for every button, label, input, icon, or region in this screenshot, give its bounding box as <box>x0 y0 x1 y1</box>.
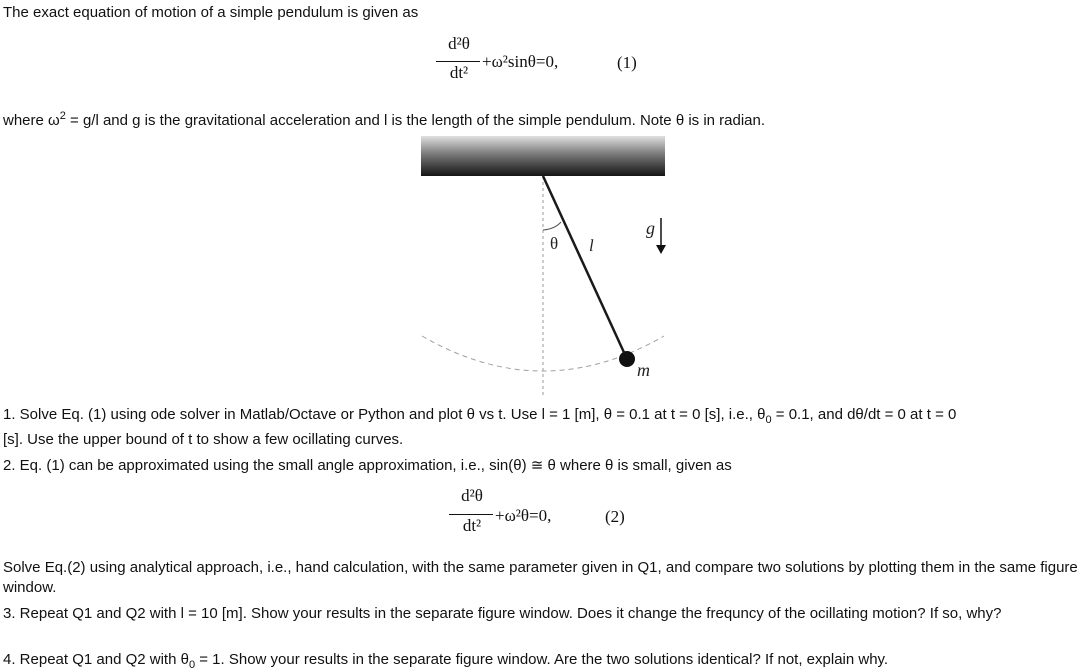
question-1-line-2: [s]. Use the upper bound of t to show a few ocillating curves. <box>3 431 404 448</box>
eq1-denominator: dt² <box>449 63 469 82</box>
pendulum-rod <box>543 176 627 359</box>
q1-part-a: 1. Solve Eq. (1) using ode solver in Matlab/Octave or Python and plot θ vs t. Use l = 1 [m], θ = 0.1 at t = 0 [s], i.e., θ <box>3 406 766 423</box>
eq2-number: (2) <box>605 507 625 526</box>
where-text <box>3 112 765 130</box>
where-part-1: where ω <box>3 112 60 129</box>
pendulum-bob <box>619 351 635 367</box>
q1-theta-subscript: 0 <box>765 414 772 426</box>
eq2-numerator: d²θ <box>461 486 483 505</box>
where-part-2: = g/l and g is the gravitational acceleration and l is the length of the simple pendulum. Note θ is in radian. <box>65 112 766 129</box>
length-label: l <box>589 236 594 255</box>
mass-label: m <box>637 360 650 380</box>
solve-eq2-text: Solve Eq.(2) using analytical approach, i.e., hand calculation, with the same parameter given in Q1, and compare two solutions by plotting them in the same figure window. <box>3 559 1078 596</box>
gravity-label: g <box>646 218 655 238</box>
theta-angle-arc <box>543 222 561 230</box>
question-1-line-1 <box>3 406 956 424</box>
pendulum-figure <box>400 136 690 402</box>
q4-part-a: 4. Repeat Q1 and Q2 with θ <box>3 651 189 668</box>
question-4-text <box>3 651 888 669</box>
eq1-fraction-bar <box>436 61 480 62</box>
eq1-numerator: d²θ <box>448 34 470 53</box>
intro-text: The exact equation of motion of a simple pendulum is given as <box>3 4 419 21</box>
eq2-rest: +ω²θ=0, <box>495 506 552 525</box>
ceiling-support <box>421 136 665 176</box>
eq2-denominator: dt² <box>462 516 482 535</box>
eq1-number: (1) <box>617 53 637 72</box>
question-3-text: 3. Repeat Q1 and Q2 with l = 10 [m]. Show your results in the separate figure window. Does it change the frequncy of the ocillating motion? If so, why? <box>3 605 1002 622</box>
where-omega-exponent: 2 <box>59 110 66 122</box>
question-2-text: 2. Eq. (1) can be approximated using the small angle approximation, i.e., sin(θ) ≅ θ where θ is small, given as <box>3 457 732 474</box>
gravity-arrow-icon <box>656 245 666 254</box>
q4-theta-subscript: 0 <box>188 659 196 671</box>
theta-label: θ <box>550 234 559 253</box>
q1-part-b: = 0.1, and dθ/dt = 0 at t = 0 <box>771 406 957 423</box>
q4-part-b: = 1. Show your results in the separate figure window. Are the two solutions identical? If not, explain why. <box>195 651 889 668</box>
eq2-fraction-bar <box>449 514 493 515</box>
eq1-rest: +ω²sinθ=0, <box>482 52 559 71</box>
